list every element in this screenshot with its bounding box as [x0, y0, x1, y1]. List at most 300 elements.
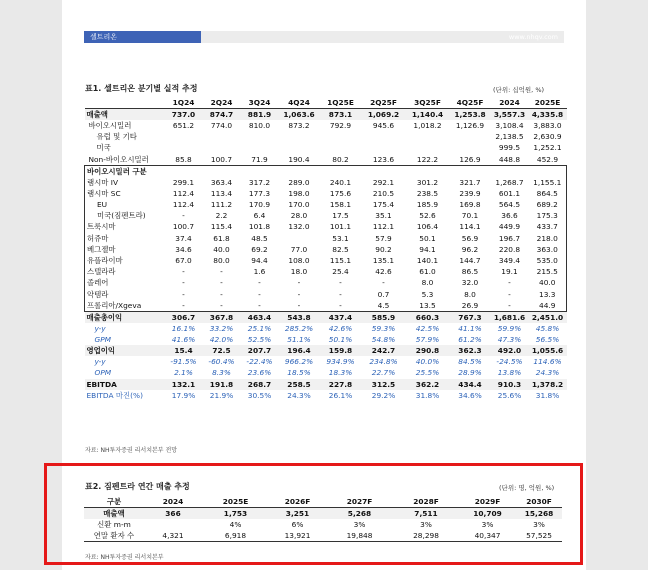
table-cell: -: [165, 300, 203, 312]
table-cell: 25.1%: [247, 323, 272, 333]
table-cell: 190.4: [288, 154, 310, 164]
table-cell: 56.9: [461, 233, 479, 243]
table-cell: 774.0: [210, 121, 233, 131]
table-cell: [362, 131, 406, 142]
table-cell: [450, 142, 491, 153]
table-row: [85, 199, 567, 210]
column-header: 2028F: [393, 496, 459, 508]
table-cell: 158.1: [329, 200, 352, 210]
table-cell: 3%: [353, 520, 366, 530]
table-cell: 242.7: [362, 345, 406, 356]
table-cell: -: [320, 300, 362, 312]
table-cell: 72.5: [203, 345, 241, 356]
table-cell: 16.1%: [171, 323, 196, 333]
table-cell: 289.0: [288, 177, 310, 187]
table-cell: -: [491, 300, 529, 312]
table-cell: [450, 131, 491, 142]
table-cell: 874.7: [203, 109, 241, 121]
table-cell: [241, 165, 279, 177]
table-cell: [450, 165, 491, 177]
table-row: [84, 530, 562, 542]
table-cell: 32.0: [461, 278, 479, 288]
table-cell: 2,451.0: [529, 311, 567, 323]
table-cell: 30.5%: [247, 390, 272, 400]
table-cell: 112.4: [172, 188, 195, 198]
table-cell: 321.7: [459, 177, 481, 187]
table-cell: 5,268: [326, 508, 393, 520]
table-cell: [144, 519, 202, 530]
table-cell: 966.2%: [284, 357, 314, 367]
table-cell: 543.8: [279, 311, 320, 323]
table-cell: [279, 165, 320, 177]
table-row: [85, 188, 567, 199]
table-cell: 1,378.2: [529, 379, 567, 390]
table-cell: [529, 165, 567, 177]
table-cell: 13,921: [269, 530, 326, 542]
table-cell: 220.8: [498, 244, 521, 254]
column-header: 구분: [84, 496, 144, 508]
table-cell: 28,298: [393, 530, 459, 542]
table-cell: 945.6: [372, 121, 395, 131]
row-label: y-y: [94, 323, 106, 333]
table-cell: 810.0: [248, 121, 271, 131]
table-cell: [362, 142, 406, 153]
table-cell: 7,511: [393, 508, 459, 520]
table-cell: 101.1: [329, 222, 352, 232]
row-label: 유플라이마: [85, 255, 165, 266]
table-cell: 25.4: [332, 267, 349, 277]
table-cell: 31.8%: [415, 390, 440, 400]
table-cell: 18.0: [290, 267, 308, 277]
table-cell: 101.8: [248, 222, 271, 232]
table-row: [85, 154, 567, 166]
table-cell: 934.9%: [326, 357, 355, 367]
table-cell: 312.5: [362, 379, 406, 390]
table-cell: [203, 165, 241, 177]
table-cell: 13.5: [406, 300, 450, 312]
table-cell: 135.1: [372, 255, 395, 265]
table-cell: 25.5%: [415, 368, 440, 378]
table-cell: [406, 165, 450, 177]
table-cell: 1,253.8: [450, 109, 491, 121]
quarterly-earnings-table: [84, 97, 567, 401]
table-cell: 3,557.3: [491, 109, 529, 121]
row-label: EU: [85, 199, 165, 210]
row-label: 램시마 IV: [85, 177, 165, 188]
table-cell: 3,883.0: [533, 121, 562, 131]
table-cell: 34.6%: [458, 390, 482, 400]
table-row: [85, 255, 567, 266]
row-label: 악템라: [85, 288, 165, 299]
table-cell: [203, 131, 241, 142]
table-cell: 47.3%: [497, 334, 522, 344]
column-header: 2025E: [529, 97, 567, 109]
table-cell: 13.8%: [497, 368, 522, 378]
table-cell: 1,069.2: [362, 109, 406, 121]
table1-title: 표1. 셀트리온 분기별 실적 추정: [85, 84, 198, 93]
table-cell: 100.7: [210, 154, 233, 164]
table-cell: 41.6%: [171, 334, 196, 344]
table-cell: -: [508, 278, 511, 288]
table-row: [85, 233, 567, 244]
table-cell: -: [258, 289, 261, 299]
table-cell: 873.1: [320, 109, 362, 121]
table-cell: 437.4: [320, 311, 362, 323]
table-cell: 258.5: [279, 379, 320, 390]
table-row: [85, 277, 567, 288]
table-cell: 463.4: [241, 311, 279, 323]
header-row: [85, 97, 567, 109]
table-cell: 196.7: [498, 233, 521, 243]
column-header: 2026F: [269, 496, 326, 508]
table-cell: 6,918: [202, 530, 269, 542]
row-label: 연말 환자 수: [84, 530, 144, 542]
row-label: 매출액: [84, 508, 144, 520]
table-cell: 434.4: [450, 379, 491, 390]
table-cell: 999.5: [498, 143, 521, 153]
table-cell: 80.2: [332, 154, 349, 164]
table-cell: 170.9: [248, 200, 271, 210]
table-cell: -: [182, 289, 185, 299]
table2-unit: (단위: 명, 억원, %): [499, 484, 555, 492]
table-cell: 42.5%: [415, 323, 440, 333]
table-cell: 159.8: [320, 345, 362, 356]
page-header: [84, 31, 564, 43]
table-row: [85, 390, 567, 401]
table-cell: 61.0: [419, 267, 436, 277]
table-cell: 59.3%: [371, 323, 396, 333]
company-label: 셀트리온: [84, 31, 201, 43]
table-cell: 6.4: [253, 211, 266, 221]
table-cell: 215.5: [529, 266, 567, 277]
table-cell: 100.7: [172, 222, 195, 232]
table-cell: 67.0: [175, 255, 192, 265]
row-label: 허쥬마: [85, 233, 165, 244]
row-label: 영업이익: [85, 345, 165, 356]
column-header: 2025E: [202, 496, 269, 508]
table-cell: [362, 165, 406, 177]
table-cell: [406, 142, 450, 153]
table-cell: 106.4: [416, 222, 439, 232]
table-row: [85, 334, 567, 345]
table-cell: 191.8: [203, 379, 241, 390]
table-row: [84, 519, 562, 530]
table-cell: [203, 142, 241, 153]
table-cell: 6%: [291, 520, 304, 530]
table-cell: 363.4: [210, 177, 233, 187]
table-row: [85, 244, 567, 255]
row-label: 매출총이익: [85, 311, 165, 323]
row-label: Non-바이오시밀러: [88, 154, 149, 164]
table2-title: 표2. 짐펜트라 연간 매출 추정: [85, 482, 190, 491]
table-cell: 292.1: [372, 177, 395, 187]
row-label: GPM: [94, 334, 112, 344]
table-cell: 268.7: [241, 379, 279, 390]
table-cell: 660.3: [406, 311, 450, 323]
table-cell: 218.0: [529, 233, 567, 244]
table-cell: 140.1: [416, 255, 439, 265]
table-cell: 8.0: [421, 278, 434, 288]
table-cell: -: [241, 300, 279, 312]
table-cell: 170.0: [288, 200, 310, 210]
table-cell: 61.8: [213, 233, 230, 243]
table-cell: 57.9: [375, 233, 392, 243]
table-row: [85, 300, 567, 312]
table1-source: 자료: NH투자증권 리서치본부 전망: [85, 447, 178, 454]
table-cell: 585.9: [362, 311, 406, 323]
table-cell: 1.6: [253, 267, 266, 277]
table-cell: 94.1: [419, 244, 436, 254]
table-cell: 122.2: [416, 154, 439, 164]
table-cell: 234.8%: [369, 357, 398, 367]
table-cell: 19,848: [326, 530, 393, 542]
table-cell: 18.5%: [287, 368, 311, 378]
table-row: [85, 177, 567, 188]
table-cell: 881.9: [241, 109, 279, 121]
column-header: 2Q24: [203, 97, 241, 109]
table-cell: [279, 131, 320, 142]
table-cell: 564.5: [498, 200, 521, 210]
table-cell: 115.4: [210, 222, 233, 232]
table-cell: 448.8: [498, 154, 521, 164]
table-cell: 362.2: [406, 379, 450, 390]
row-label: 유럽 및 기타: [96, 132, 137, 142]
table-cell: 77.0: [290, 244, 308, 254]
table-cell: 1,753: [202, 508, 269, 520]
table-cell: [241, 142, 279, 153]
table-cell: 54.8%: [371, 334, 396, 344]
table-cell: 34.6: [175, 244, 192, 254]
table-cell: 42.6: [375, 267, 392, 277]
table-cell: -: [220, 278, 223, 288]
table-cell: 114.1: [459, 222, 481, 232]
table-cell: 198.0: [288, 188, 310, 198]
table-cell: -: [508, 289, 511, 299]
table-cell: 792.9: [329, 121, 352, 131]
column-header: 2024: [144, 496, 202, 508]
table-cell: 4,321: [144, 530, 202, 542]
table-cell: 18.3%: [328, 368, 353, 378]
table-cell: 13.3: [529, 288, 567, 299]
table-cell: 175.4: [372, 200, 395, 210]
table-cell: -: [339, 278, 342, 288]
table-cell: 31.8%: [535, 390, 560, 400]
table-row: [85, 345, 567, 356]
table-cell: 45.8%: [535, 323, 560, 333]
column-header: [85, 97, 165, 109]
table-cell: 737.0: [165, 109, 203, 121]
row-label: 신환 m-m: [97, 520, 131, 530]
table-cell: 85.8: [175, 154, 192, 164]
table-row: [85, 356, 567, 367]
table-row: [85, 266, 567, 277]
header-row: [84, 496, 562, 508]
table-cell: -: [203, 300, 241, 312]
table-cell: 169.8: [459, 200, 481, 210]
table-cell: 8.0: [464, 289, 476, 299]
table-cell: 362.3: [450, 345, 491, 356]
table-cell: 96.2: [461, 244, 479, 254]
table-cell: 40.0%: [415, 357, 440, 367]
table-cell: -: [220, 289, 223, 299]
table-cell: 86.5: [461, 267, 479, 277]
table-cell: 3%: [533, 520, 545, 530]
table-cell: 144.7: [459, 255, 481, 265]
column-header: 2029F: [459, 496, 516, 508]
table-cell: 112.1: [372, 222, 395, 232]
table-cell: 57.9%: [415, 334, 440, 344]
table-cell: [279, 142, 320, 153]
table-cell: [241, 131, 279, 142]
table-cell: 873.2: [288, 121, 310, 131]
table-cell: 601.1: [498, 188, 521, 198]
table-row: [85, 120, 567, 131]
table-cell: 123.6: [372, 154, 395, 164]
column-header: 2Q25F: [362, 97, 406, 109]
table-cell: 3%: [481, 520, 494, 530]
column-header: 1Q25E: [320, 97, 362, 109]
column-header: 4Q25F: [450, 97, 491, 109]
table-cell: 1,268.7: [495, 177, 524, 187]
table-cell: 1,018.2: [413, 121, 442, 131]
table-cell: 1,063.6: [279, 109, 320, 121]
table-cell: 70.1: [461, 211, 479, 221]
table-cell: 28.9%: [458, 368, 482, 378]
row-label: y-y: [94, 357, 106, 367]
table-row: [85, 210, 567, 221]
table-cell: 2,138.5: [495, 132, 524, 142]
table-cell: 366: [144, 508, 202, 520]
row-label: 바이오시밀러: [88, 121, 132, 131]
table-cell: 33.2%: [209, 323, 234, 333]
table-cell: 1,252.1: [533, 143, 562, 153]
table-cell: 227.8: [320, 379, 362, 390]
table-cell: 59.9%: [497, 323, 522, 333]
table-cell: 4.5: [362, 300, 406, 312]
table-cell: 651.2: [172, 121, 195, 131]
table-cell: 37.4: [175, 233, 192, 243]
table-cell: 42.6%: [328, 323, 353, 333]
table-cell: 24.3%: [287, 390, 311, 400]
row-label: 미국: [96, 143, 111, 153]
table-cell: 239.9: [459, 188, 481, 198]
table-cell: -: [220, 267, 223, 277]
table-row: [84, 508, 562, 520]
row-label: 졸레어: [85, 277, 165, 288]
table-cell: 15,268: [516, 508, 562, 520]
table-cell: 17.5: [332, 211, 349, 221]
table-cell: 26.1%: [328, 390, 353, 400]
table-cell: 108.0: [288, 255, 310, 265]
table-cell: 301.2: [416, 177, 439, 187]
row-label: EBITDA 마진(%): [86, 390, 143, 400]
table-cell: 0.7: [377, 289, 390, 299]
table-cell: -: [297, 289, 301, 299]
table-cell: [165, 142, 203, 153]
table-cell: 132.0: [288, 222, 310, 232]
table-cell: 26.9: [450, 300, 491, 312]
table-cell: 2.1%: [174, 368, 193, 378]
table-cell: 40,347: [459, 530, 516, 542]
table-cell: 1,140.4: [406, 109, 450, 121]
table-cell: 71.9: [251, 154, 268, 164]
table-cell: 363.0: [529, 244, 567, 255]
table-cell: -60.4%: [208, 357, 235, 367]
table-cell: 35.1: [375, 211, 392, 221]
table-cell: 22.7%: [371, 368, 396, 378]
table-cell: 2.2: [215, 211, 228, 221]
table-cell: 317.2: [248, 177, 271, 187]
table-cell: 8.3%: [212, 368, 231, 378]
column-header: 3Q24: [241, 97, 279, 109]
table-cell: [320, 131, 362, 142]
row-label: EBITDA: [85, 379, 165, 390]
table-cell: 84.5%: [458, 357, 482, 367]
table-cell: 452.9: [536, 154, 559, 164]
table-cell: 3,108.4: [495, 121, 524, 131]
table-cell: 238.5: [416, 188, 439, 198]
table-cell: 177.3: [248, 188, 271, 198]
table2-source: 자료: NH투자증권 리서치본부: [85, 554, 164, 561]
table-cell: 25.6%: [497, 390, 522, 400]
table-cell: 5.3: [421, 289, 434, 299]
zymfentra-sales-table: [84, 496, 562, 542]
table-cell: 115.1: [329, 255, 352, 265]
table-cell: 69.2: [251, 244, 268, 254]
table-cell: 50.1%: [328, 334, 353, 344]
table-cell: 3%: [420, 520, 432, 530]
table-cell: 210.5: [372, 188, 395, 198]
table-cell: 175.3: [529, 210, 567, 221]
table-cell: 36.6: [501, 211, 518, 221]
row-label: OPM: [94, 368, 112, 378]
table-cell: 41.1%: [458, 323, 482, 333]
table-cell: [279, 233, 320, 244]
table-row: [85, 379, 567, 390]
row-label: 베그젤마: [85, 244, 165, 255]
table-cell: -: [297, 278, 301, 288]
table-row: [85, 131, 567, 142]
table-cell: 689.2: [529, 199, 567, 210]
column-header: 2030F: [516, 496, 562, 508]
table-cell: [406, 131, 450, 142]
row-label: 트룩시마: [85, 221, 165, 232]
table-cell: 94.4: [251, 255, 268, 265]
table-cell: 44.9: [529, 300, 567, 312]
column-header: 3Q25F: [406, 97, 450, 109]
table-cell: 535.0: [529, 255, 567, 266]
table-cell: 1,681.6: [491, 311, 529, 323]
table-cell: 449.9: [498, 222, 521, 232]
table-cell: 196.4: [279, 345, 320, 356]
table-cell: 114.6%: [533, 357, 562, 367]
table-cell: 290.8: [406, 345, 450, 356]
table-cell: 10,709: [459, 508, 516, 520]
table-cell: 52.6: [419, 211, 436, 221]
table-row: [85, 142, 567, 153]
table-row: [85, 323, 567, 334]
row-label: 바이오시밀러 구분: [85, 165, 165, 177]
table-cell: -22.4%: [246, 357, 273, 367]
table-row: [85, 109, 567, 121]
row-label: 램시마 SC: [85, 188, 165, 199]
table-cell: [165, 131, 203, 142]
table-cell: 17.9%: [171, 390, 196, 400]
table-cell: 53.1: [332, 233, 349, 243]
table-cell: 42.0%: [209, 334, 234, 344]
table-cell: 28.0: [290, 211, 308, 221]
table-cell: 910.3: [491, 379, 529, 390]
